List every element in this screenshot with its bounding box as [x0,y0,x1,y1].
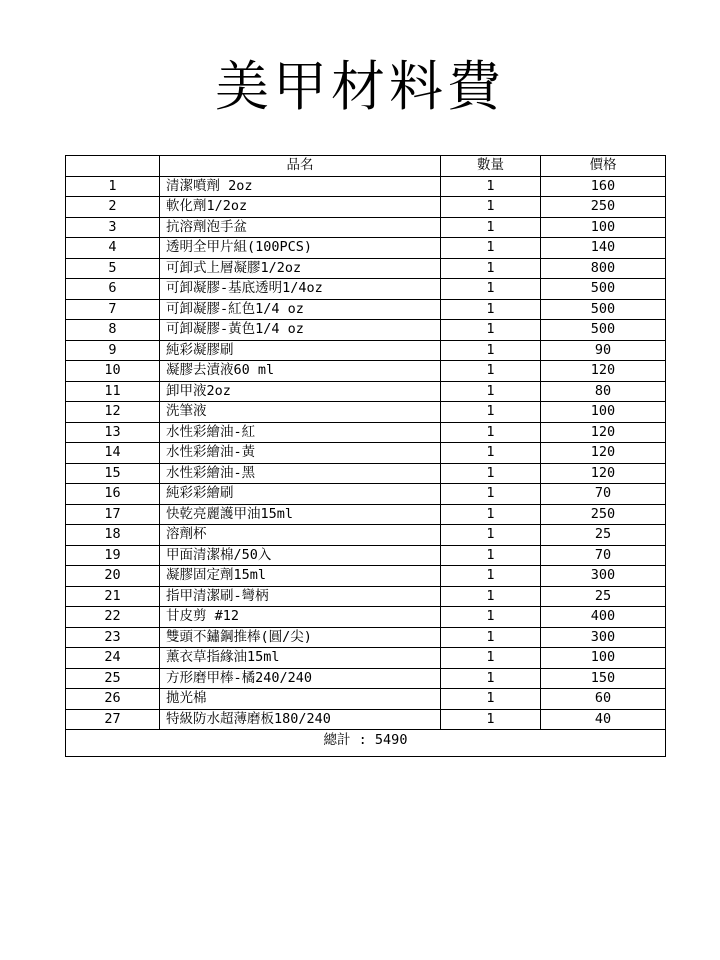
row-quantity: 1 [441,361,541,382]
row-item-name: 凝膠去漬液60 ml [160,361,441,382]
row-number: 18 [66,525,160,546]
row-quantity: 1 [441,504,541,525]
row-price: 250 [541,504,666,525]
row-price: 60 [541,689,666,710]
row-item-name: 抗溶劑泡手盆 [160,217,441,238]
row-item-name: 水性彩繪油-黃 [160,443,441,464]
row-item-name: 薰衣草指緣油15ml [160,648,441,669]
row-quantity: 1 [441,689,541,710]
row-number: 8 [66,320,160,341]
row-quantity: 1 [441,525,541,546]
row-item-name: 軟化劑1/2oz [160,197,441,218]
row-item-name: 可卸凝膠-黃色1/4 oz [160,320,441,341]
row-number: 26 [66,689,160,710]
table-row [66,689,666,710]
row-price: 300 [541,566,666,587]
row-quantity: 1 [441,299,541,320]
row-quantity: 1 [441,238,541,259]
table-row [66,422,666,443]
row-number: 11 [66,381,160,402]
row-number: 6 [66,279,160,300]
row-price: 800 [541,258,666,279]
table-row [66,586,666,607]
table-row [66,709,666,730]
row-price: 500 [541,299,666,320]
row-price: 25 [541,525,666,546]
row-quantity: 1 [441,279,541,300]
row-item-name: 溶劑杯 [160,525,441,546]
row-price: 40 [541,709,666,730]
table-row [66,463,666,484]
table-row [66,197,666,218]
row-item-name: 拋光棉 [160,689,441,710]
row-price: 100 [541,648,666,669]
page-title: 美甲材料費 [215,55,505,118]
row-item-name: 洗筆液 [160,402,441,423]
row-price: 120 [541,463,666,484]
table-row [66,484,666,505]
table-row [66,443,666,464]
row-number: 13 [66,422,160,443]
row-quantity: 1 [441,340,541,361]
row-number: 21 [66,586,160,607]
table-row [66,176,666,197]
table-row [66,361,666,382]
row-item-name: 凝膠固定劑15ml [160,566,441,587]
table-row [66,504,666,525]
row-number: 23 [66,627,160,648]
header-quantity: 數量 [441,156,541,177]
row-price: 120 [541,422,666,443]
row-item-name: 可卸凝膠-紅色1/4 oz [160,299,441,320]
total-row [66,730,666,757]
row-number: 2 [66,197,160,218]
row-item-name: 純彩彩繪刷 [160,484,441,505]
row-quantity: 1 [441,258,541,279]
row-price: 300 [541,627,666,648]
row-quantity: 1 [441,607,541,628]
row-number: 17 [66,504,160,525]
row-quantity: 1 [441,586,541,607]
row-quantity: 1 [441,627,541,648]
row-price: 500 [541,279,666,300]
row-number: 24 [66,648,160,669]
row-number: 12 [66,402,160,423]
row-price: 100 [541,217,666,238]
row-item-name: 清潔噴劑 2oz [160,176,441,197]
row-item-name: 方形磨甲棒-橘240/240 [160,668,441,689]
table-row [66,566,666,587]
row-price: 500 [541,320,666,341]
row-item-name: 特級防水超薄磨板180/240 [160,709,441,730]
row-number: 25 [66,668,160,689]
header-item-name: 品名 [160,156,441,177]
header-number [66,156,160,177]
table-row [66,279,666,300]
row-item-name: 可卸凝膠-基底透明1/4oz [160,279,441,300]
row-item-name: 可卸式上層凝膠1/2oz [160,258,441,279]
row-number: 22 [66,607,160,628]
row-item-name: 雙頭不鏽鋼推棒(圓/尖) [160,627,441,648]
row-quantity: 1 [441,402,541,423]
row-item-name: 水性彩繪油-黑 [160,463,441,484]
row-quantity: 1 [441,422,541,443]
materials-table [65,155,666,757]
row-price: 70 [541,545,666,566]
table-row [66,607,666,628]
table-row [66,545,666,566]
header-price: 價格 [541,156,666,177]
table-row [66,525,666,546]
row-quantity: 1 [441,545,541,566]
row-price: 90 [541,340,666,361]
row-number: 9 [66,340,160,361]
row-price: 80 [541,381,666,402]
row-price: 70 [541,484,666,505]
table-row [66,648,666,669]
row-number: 3 [66,217,160,238]
row-number: 4 [66,238,160,259]
row-number: 16 [66,484,160,505]
row-price: 150 [541,668,666,689]
row-price: 25 [541,586,666,607]
row-price: 100 [541,402,666,423]
row-number: 15 [66,463,160,484]
table-row [66,668,666,689]
row-item-name: 透明全甲片組(100PCS) [160,238,441,259]
row-quantity: 1 [441,197,541,218]
row-item-name: 卸甲液2oz [160,381,441,402]
row-price: 120 [541,443,666,464]
table-row [66,238,666,259]
row-quantity: 1 [441,320,541,341]
row-quantity: 1 [441,463,541,484]
row-item-name: 純彩凝膠刷 [160,340,441,361]
total-value: 總計 : 5490 [66,730,666,757]
table-row [66,381,666,402]
row-quantity: 1 [441,709,541,730]
row-number: 14 [66,443,160,464]
row-number: 7 [66,299,160,320]
row-quantity: 1 [441,648,541,669]
row-quantity: 1 [441,668,541,689]
row-item-name: 水性彩繪油-紅 [160,422,441,443]
table-row [66,402,666,423]
row-price: 400 [541,607,666,628]
row-number: 27 [66,709,160,730]
table-row [66,340,666,361]
row-number: 1 [66,176,160,197]
row-price: 140 [541,238,666,259]
row-quantity: 1 [441,176,541,197]
row-number: 20 [66,566,160,587]
row-number: 10 [66,361,160,382]
row-price: 120 [541,361,666,382]
row-price: 250 [541,197,666,218]
table-header-row [66,156,666,177]
row-quantity: 1 [441,484,541,505]
row-item-name: 甘皮剪 #12 [160,607,441,628]
table-row [66,217,666,238]
table-body [66,176,666,730]
row-number: 5 [66,258,160,279]
table-row [66,258,666,279]
row-quantity: 1 [441,381,541,402]
table-row [66,627,666,648]
row-number: 19 [66,545,160,566]
row-quantity: 1 [441,566,541,587]
row-item-name: 快乾亮麗護甲油15ml [160,504,441,525]
row-item-name: 指甲清潔刷-彎柄 [160,586,441,607]
row-item-name: 甲面清潔棉/50入 [160,545,441,566]
row-price: 160 [541,176,666,197]
row-quantity: 1 [441,443,541,464]
table-row [66,299,666,320]
row-quantity: 1 [441,217,541,238]
table-row [66,320,666,341]
